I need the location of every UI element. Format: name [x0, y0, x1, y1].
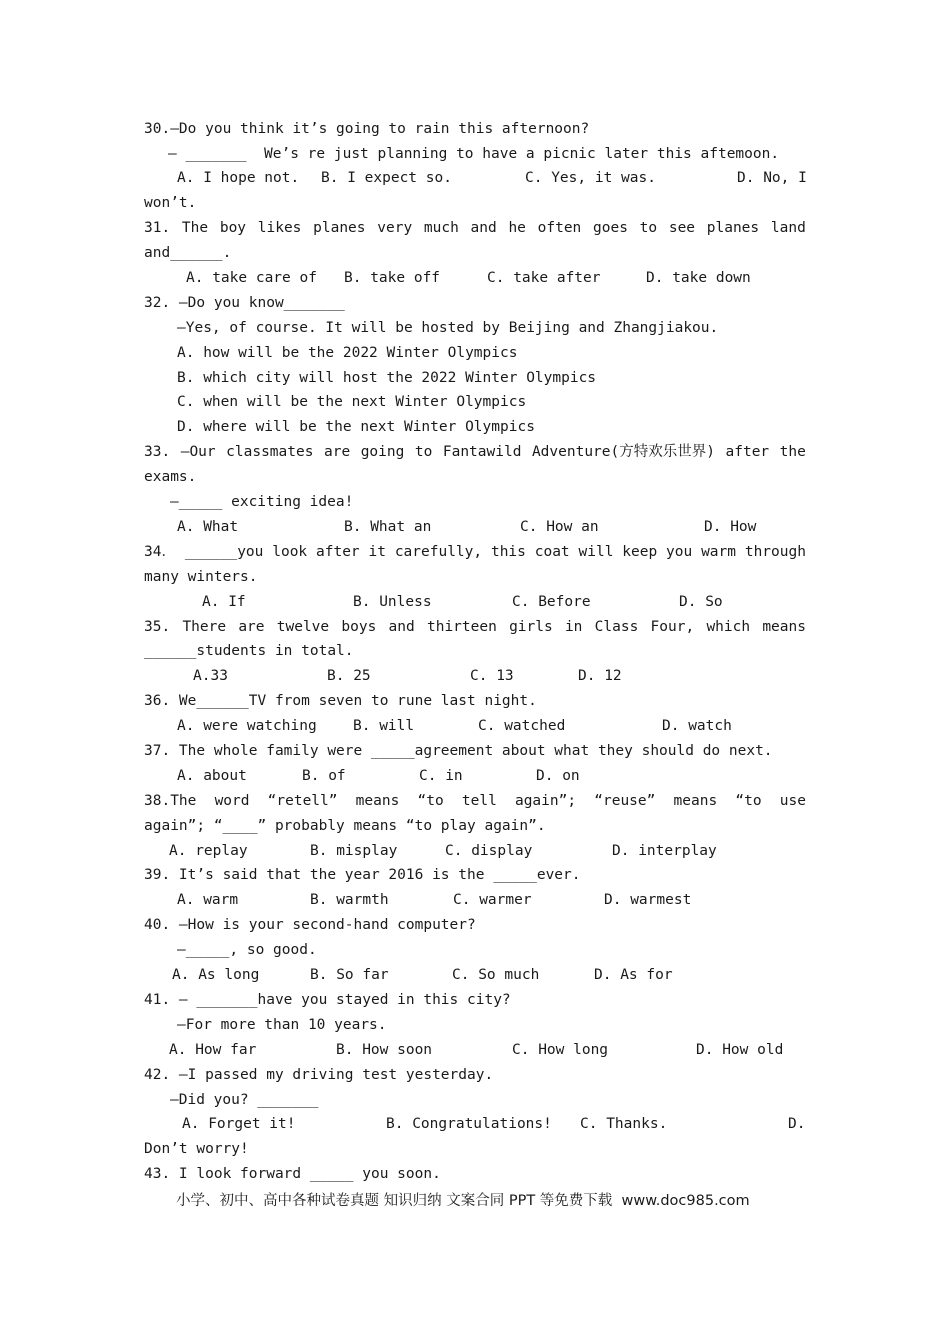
q34-stem-line1: 34． ______you look after it carefully, this coat will keep you warm through	[144, 544, 806, 560]
q42-options	[144, 1112, 806, 1137]
q40-option-d: D. As for	[594, 967, 673, 983]
q33-option-a: A. What	[177, 519, 239, 535]
q31-option-b: B. take off	[344, 270, 441, 286]
q37-option-c: C. in	[419, 768, 463, 784]
q34-option-b: B. Unless	[353, 594, 432, 610]
q35-stem-line2: ______students in total.	[144, 643, 354, 659]
q38-stem-line1: 38.The word “retell” means “to tell again”; “reuse” means “to use	[144, 793, 806, 809]
q31-option-d: D. take down	[646, 270, 751, 286]
q40-stem: 40. —How is your second-hand computer?	[144, 917, 476, 933]
q30-options	[144, 166, 807, 191]
q36-stem: 36. We______TV from seven to rune last night.	[144, 693, 537, 709]
q30-option-b: B. I expect so.	[321, 170, 452, 186]
q36-option-d: D. watch	[662, 718, 732, 734]
q41-stem: 41. — _______have you stayed in this city?	[144, 992, 511, 1008]
q31-options	[144, 266, 751, 291]
q33-options	[144, 515, 757, 540]
q30-option-d-continued: won’t.	[144, 195, 197, 211]
q41-option-d: D. How old	[696, 1042, 784, 1058]
q35-stem-line1: 35. There are twelve boys and thirteen girls in Class Four, which means	[144, 619, 806, 635]
q41-option-c: C. How long	[512, 1042, 609, 1058]
q38-option-b: B. misplay	[310, 843, 398, 859]
q32-reply: —Yes, of course. It will be hosted by Beijing and Zhangjiakou.	[177, 320, 719, 336]
q34-options	[144, 590, 723, 615]
q42-option-a: A. Forget it!	[182, 1116, 296, 1132]
q33-reply: —_____ exciting idea!	[170, 494, 354, 510]
q32-option-b: B. which city will host the 2022 Winter Olympics	[177, 370, 597, 386]
q30-reply: — _______ We’s re just planning to have a picnic later this aftemoon.	[168, 146, 780, 162]
q38-option-c: C. display	[445, 843, 533, 859]
q35-option-b: B. 25	[327, 668, 371, 684]
q37-option-b: B. of	[302, 768, 346, 784]
q39-option-a: A. warm	[177, 892, 239, 908]
q34-stem-line2: many winters.	[144, 569, 258, 585]
q37-options	[144, 764, 580, 789]
q30-stem: 30.—Do you think it’s going to rain this afternoon?	[144, 121, 590, 137]
q40-option-b: B. So far	[310, 967, 389, 983]
q30-option-c: C. Yes, it was.	[525, 170, 656, 186]
q39-stem: 39. It’s said that the year 2016 is the _____ever.	[144, 867, 581, 883]
page-footer: 小学、初中、高中各种试卷真题 知识归纳 文案合同 PPT 等免费下载 www.doc985.com	[176, 1193, 750, 1209]
q34-option-d: D. So	[679, 594, 723, 610]
q41-option-a: A. How far	[169, 1042, 257, 1058]
q33-stem-line1: 33. —Our classmates are going to Fantawild Adventure(方特欢乐世界) after the	[144, 444, 806, 460]
q42-option-d-continued: Don’t worry!	[144, 1141, 249, 1157]
q30-option-d: D. No, I	[737, 170, 807, 186]
q38-options	[144, 839, 717, 864]
q31-stem-line2: and______.	[144, 245, 232, 261]
q34-option-c: C. Before	[512, 594, 591, 610]
q41-option-b: B. How soon	[336, 1042, 433, 1058]
q38-option-d: D. interplay	[612, 843, 717, 859]
q40-options	[144, 963, 673, 988]
q36-options	[144, 714, 732, 739]
q37-option-d: D. on	[536, 768, 580, 784]
q33-stem-line2: exams.	[144, 469, 197, 485]
q36-option-c: C. watched	[478, 718, 566, 734]
q32-option-c: C. when will be the next Winter Olympics	[177, 394, 527, 410]
q30-option-a: A. I hope not.	[177, 170, 300, 186]
q39-option-c: C. warmer	[453, 892, 532, 908]
q35-options	[144, 664, 622, 689]
q34-option-a: A. If	[202, 594, 246, 610]
q31-option-a: A. take care of	[186, 270, 317, 286]
q41-options	[144, 1038, 784, 1063]
q31-stem-line1: 31. The boy likes planes very much and he often goes to see planes land	[144, 220, 806, 236]
q39-options	[144, 888, 692, 913]
q38-stem-line2: again”; “____” probably means “to play again”.	[144, 818, 546, 834]
q33-option-b: B. What an	[344, 519, 432, 535]
q42-reply: —Did you? _______	[170, 1092, 319, 1108]
q40-option-c: C. So much	[452, 967, 540, 983]
q39-option-d: D. warmest	[604, 892, 692, 908]
q41-reply: —For more than 10 years.	[177, 1017, 387, 1033]
q36-option-a: A. were watching	[177, 718, 317, 734]
q39-option-b: B. warmth	[310, 892, 389, 908]
q42-option-d: D.	[788, 1116, 806, 1132]
q37-option-a: A. about	[177, 768, 247, 784]
q33-option-d: D. How	[704, 519, 757, 535]
q31-option-c: C. take after	[487, 270, 601, 286]
q32-option-a: A. how will be the 2022 Winter Olympics	[177, 345, 518, 361]
q42-option-c: C. Thanks.	[580, 1116, 668, 1132]
q40-reply: —_____, so good.	[177, 942, 317, 958]
q37-stem: 37. The whole family were _____agreement about what they should do next.	[144, 743, 773, 759]
q40-option-a: A. As long	[172, 967, 260, 983]
q42-stem: 42. —I passed my driving test yesterday.	[144, 1067, 494, 1083]
q43-stem: 43. I look forward _____ you soon.	[144, 1166, 441, 1182]
q36-option-b: B. will	[353, 718, 415, 734]
q35-option-c: C. 13	[470, 668, 514, 684]
q35-option-a: A.33	[193, 668, 228, 684]
q42-option-b: B. Congratulations!	[386, 1116, 552, 1132]
q38-option-a: A. replay	[169, 843, 248, 859]
q33-option-c: C. How an	[520, 519, 599, 535]
q35-option-d: D. 12	[578, 668, 622, 684]
q32-option-d: D. where will be the next Winter Olympics	[177, 419, 535, 435]
q32-stem: 32. —Do you know_______	[144, 295, 345, 311]
